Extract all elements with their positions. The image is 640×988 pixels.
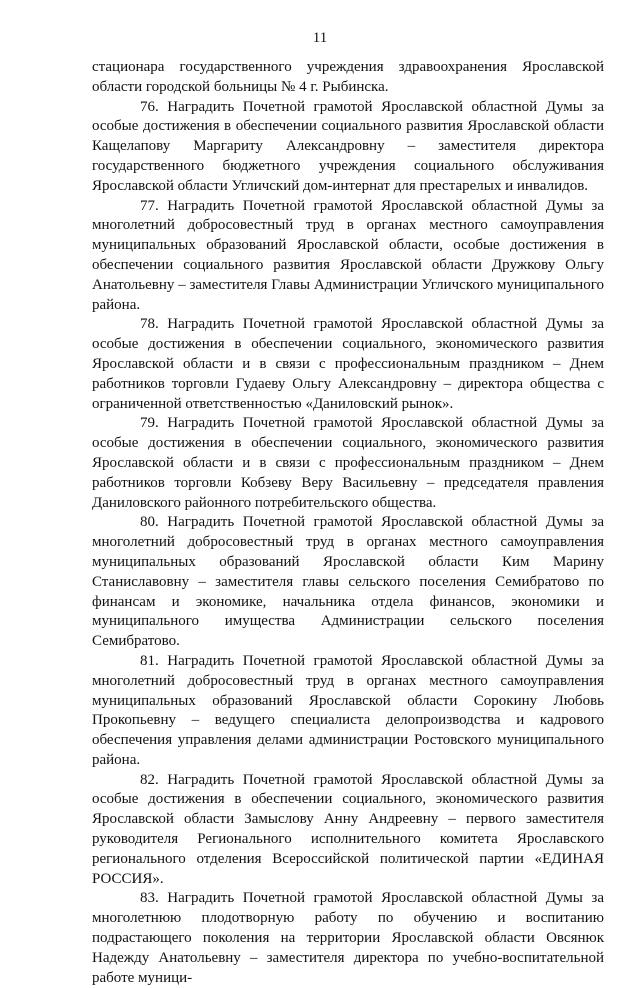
document-body <box>92 58 604 988</box>
paragraph-item-76: 76. Наградить Почетной грамотой Ярославской областной Думы за особые достижения в обеспечении социального развития Ярославской области Кащелапову Маргариту Александровну – заместителя директора государственного бюджетного учреждения социального обслуживания Ярославской области Угличский дом-интернат для престарелых и инвалидов. <box>92 98 604 194</box>
paragraph-continuation: стационара государственного учреждения здравоохранения Ярославской области городской больницы № 4 г. Рыбинска. <box>92 59 604 95</box>
paragraph-item-78: 78. Наградить Почетной грамотой Ярославской областной Думы за особые достижения в обеспечении социального, экономического развития Ярославской области и в связи с профессиональным праздником – Днем работников торговли Гудаеву Ольгу Александровну – директора общества с ограниченной ответственностью «Даниловский рынок». <box>92 316 604 412</box>
paragraph-item-82: 82. Наградить Почетной грамотой Ярославской областной Думы за особые достижения в обеспечении социального, экономического развития Ярославской области Замыслову Анну Андреевну – первого заместителя руководителя Регионального исполнительного комитета Ярославского регионального отделения Всероссийской политической партии «ЕДИНАЯ РОССИЯ». <box>92 771 604 887</box>
paragraph-item-83: 83. Наградить Почетной грамотой Ярославской областной Думы за многолетнюю плодотворную работу по обучению и воспитанию подрастающего поколения на территории Ярославской области Овсянюк Надежду Анатольевну – заместителя директора по учебно-воспитательной работе муници- <box>92 890 604 986</box>
paragraph-item-79: 79. Наградить Почетной грамотой Ярославской областной Думы за особые достижения в обеспечении социального, экономического развития Ярославской области и в связи с профессиональным праздником – Днем работников торговли Кобзеву Веру Васильевну – председателя правления Даниловского районного потребительского общества. <box>92 415 604 511</box>
page-number: 11 <box>312 30 328 46</box>
paragraph-item-81: 81. Наградить Почетной грамотой Ярославской областной Думы за многолетний добросовестный труд в органах местного самоуправления муниципальных образований Ярославской области Сорокину Любовь Прокопьевну – ведущего специалиста делопроизводства и кадрового обеспечения управления делами администрации Ростовского муниципального района. <box>92 652 604 768</box>
paragraph-item-77: 77. Наградить Почетной грамотой Ярославской областной Думы за многолетний добросовестный труд в органах местного самоуправления муниципальных образований Ярославской области, особые достижения в обеспечении социального развития Ярославской области Дружкову Ольгу Анатольевну – заместителя Главы Администрации Угличского муниципального района. <box>92 197 604 313</box>
paragraph-item-80: 80. Наградить Почетной грамотой Ярославской областной Думы за многолетний добросовестный труд в органах местного самоуправления муниципальных образований Ярославской области Ким Марину Станиславовну – заместителя главы сельского поселения Семибратово по финансам и экономике, начальника отдела финансов, экономики и муниципального имущества Администрации сельского поселения Семибратово. <box>92 514 604 650</box>
